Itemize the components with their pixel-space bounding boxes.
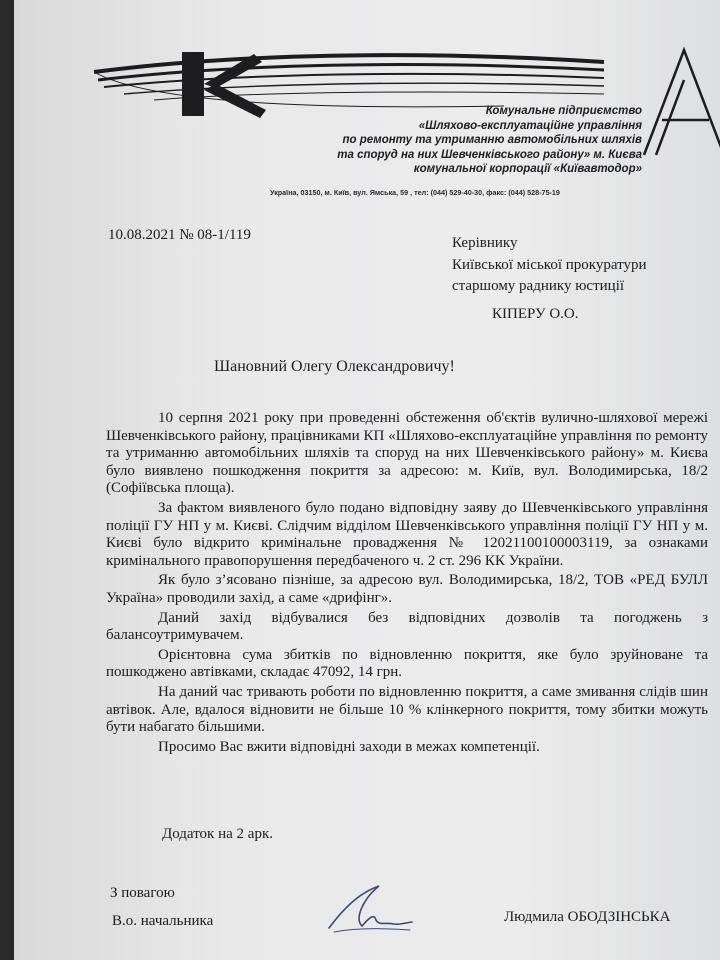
signer-position: В.о. начальника <box>112 913 214 929</box>
recipient-line: Київської міської прокуратури <box>452 256 647 273</box>
date-and-number: 10.08.2021 № 08-1/119 <box>108 227 251 243</box>
body-paragraph: Даний захід відбувалися без відповідних дозволів та погоджень з балансоутримувачем. <box>106 609 708 644</box>
org-line: «Шляхово-експлуатаційне управління <box>418 119 642 132</box>
body-paragraph: 10 серпня 2021 року при проведенні обстеження об'єктів вулично-шляхової мережі Шевченківського району, працівниками КП «Шляхово-експлуатаційне управління по ремонту та утриманню автомобільних шляхів та споруд на них Шевченківського району» м. Києва було виявлено пошкодження покриття за адресою: м. Київ, вул. Володимирська, 18/2 (Софіївська площа). <box>106 410 708 497</box>
recipient-line: Керівнику <box>452 235 518 251</box>
body-paragraph: Просимо Вас вжити відповідні заходи в межах компетенції. <box>158 738 540 755</box>
org-line: по ремонту та утриманню автомобільних шляхів <box>342 134 642 146</box>
handwritten-signature-icon <box>324 878 414 938</box>
recipient-line: старшому раднику юстиції <box>452 278 625 294</box>
attachment-note: Додаток на 2 арк. <box>162 826 273 842</box>
signer-name: Людмила ОБОДЗІНСЬКА <box>504 909 671 925</box>
recipient-block <box>452 233 647 325</box>
organization-header <box>222 104 642 177</box>
closing-regards: З повагою <box>110 885 175 901</box>
letter-page <box>14 0 720 960</box>
body-paragraph: За фактом виявленого було подано відповідну заяву до Шевченківського управління поліції ГУ НП у м. Києві. Слідчим відділом Шевченківського управління поліції ГУ НП у м. Києві було відкрито кримінальне провадження № 12021100100003119, за ознаками кримінального правопорушення передбаченого ч. 2 ст. 296 КК України. <box>106 499 708 569</box>
org-line: комунальної корпорації «Київавтодор» <box>413 163 642 175</box>
letter-body <box>106 410 708 758</box>
greeting: Шановний Олегу Олександровичу! <box>214 358 455 375</box>
org-line: Комунальне підприємство <box>485 105 642 117</box>
body-paragraph: Орієнтовна сума збитків по відновленню покриття, яке було зруйноване та пошкоджено автівками, складає 47092, 14 грн. <box>106 646 708 681</box>
body-paragraph: Як було з’ясовано пізніше, за адресою вул. Володимирська, 18/2, ТОВ «РЕД БУЛЛ Україна» проводили захід, а саме «дрифінг». <box>106 572 708 606</box>
body-paragraph: На даний час тривають роботи по відновленню покриття, а саме змивання слідів шин автівок. Але, вдалося відновити не більше 10 % клінкерного покриття, тому збитки можуть бути набагато більшими. <box>106 683 708 736</box>
org-line: та споруд на них Шевченківського району» м. Києва <box>337 148 642 161</box>
org-address: Україна, 03150, м. Київ, вул. Ямська, 59 , тел: (044) 529-40-30, факс: (044) 528-75-19 <box>270 188 560 197</box>
recipient-name: КІПЕРУ О.О. <box>492 305 579 322</box>
